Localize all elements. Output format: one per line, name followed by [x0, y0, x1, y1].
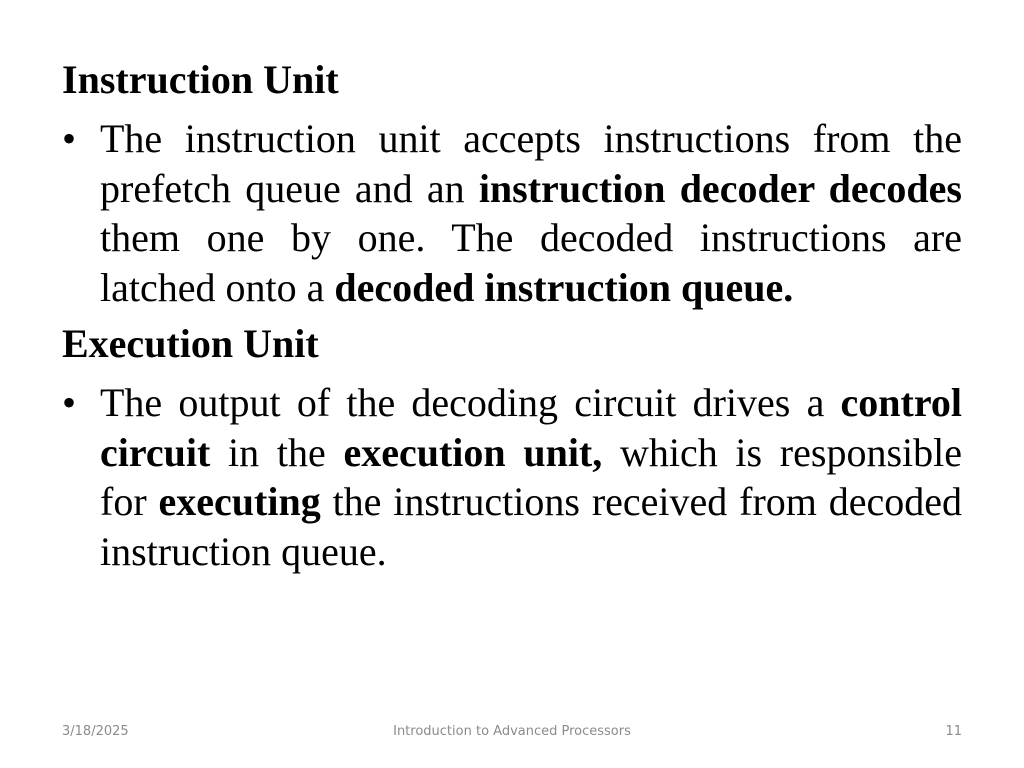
bold-term-executing: executing — [158, 479, 321, 524]
bullet-execution-unit — [62, 378, 962, 576]
text-segment: in the — [210, 429, 344, 475]
text-segment: which is responsible for — [100, 429, 962, 524]
bold-term-instruction-decoder: instruction decoder decodes — [478, 165, 962, 211]
bold-term-control-circuit: control circuit — [100, 380, 962, 475]
section-heading-execution-unit: Execution Unit — [62, 321, 319, 366]
text-segment: them one by one. The decoded instructions are latched onto a — [100, 215, 962, 310]
bullet-text — [100, 116, 962, 310]
bullet-marker: • — [62, 116, 77, 161]
text-segment: The instruction unit accepts instructions from the prefetch queue and an — [100, 116, 962, 211]
text-segment: The output of the decoding circuit drives a — [100, 380, 841, 425]
slide-body — [62, 56, 962, 584]
footer-date: 3/18/2025 — [62, 724, 129, 739]
bold-term-execution-unit: execution unit, — [343, 429, 603, 475]
footer-page-number: 11 — [945, 724, 962, 739]
bold-term-decoded-instruction-queue: decoded instruction queue. — [334, 264, 794, 310]
bullet-marker: • — [62, 380, 77, 425]
text-segment: the instructions received from decoded instruction queue. — [100, 479, 963, 574]
bullet-text — [100, 380, 962, 574]
section-heading-instruction-unit: Instruction Unit — [62, 57, 339, 102]
bullet-instruction-unit — [62, 114, 962, 312]
footer-title: Introduction to Advanced Processors — [393, 724, 631, 739]
